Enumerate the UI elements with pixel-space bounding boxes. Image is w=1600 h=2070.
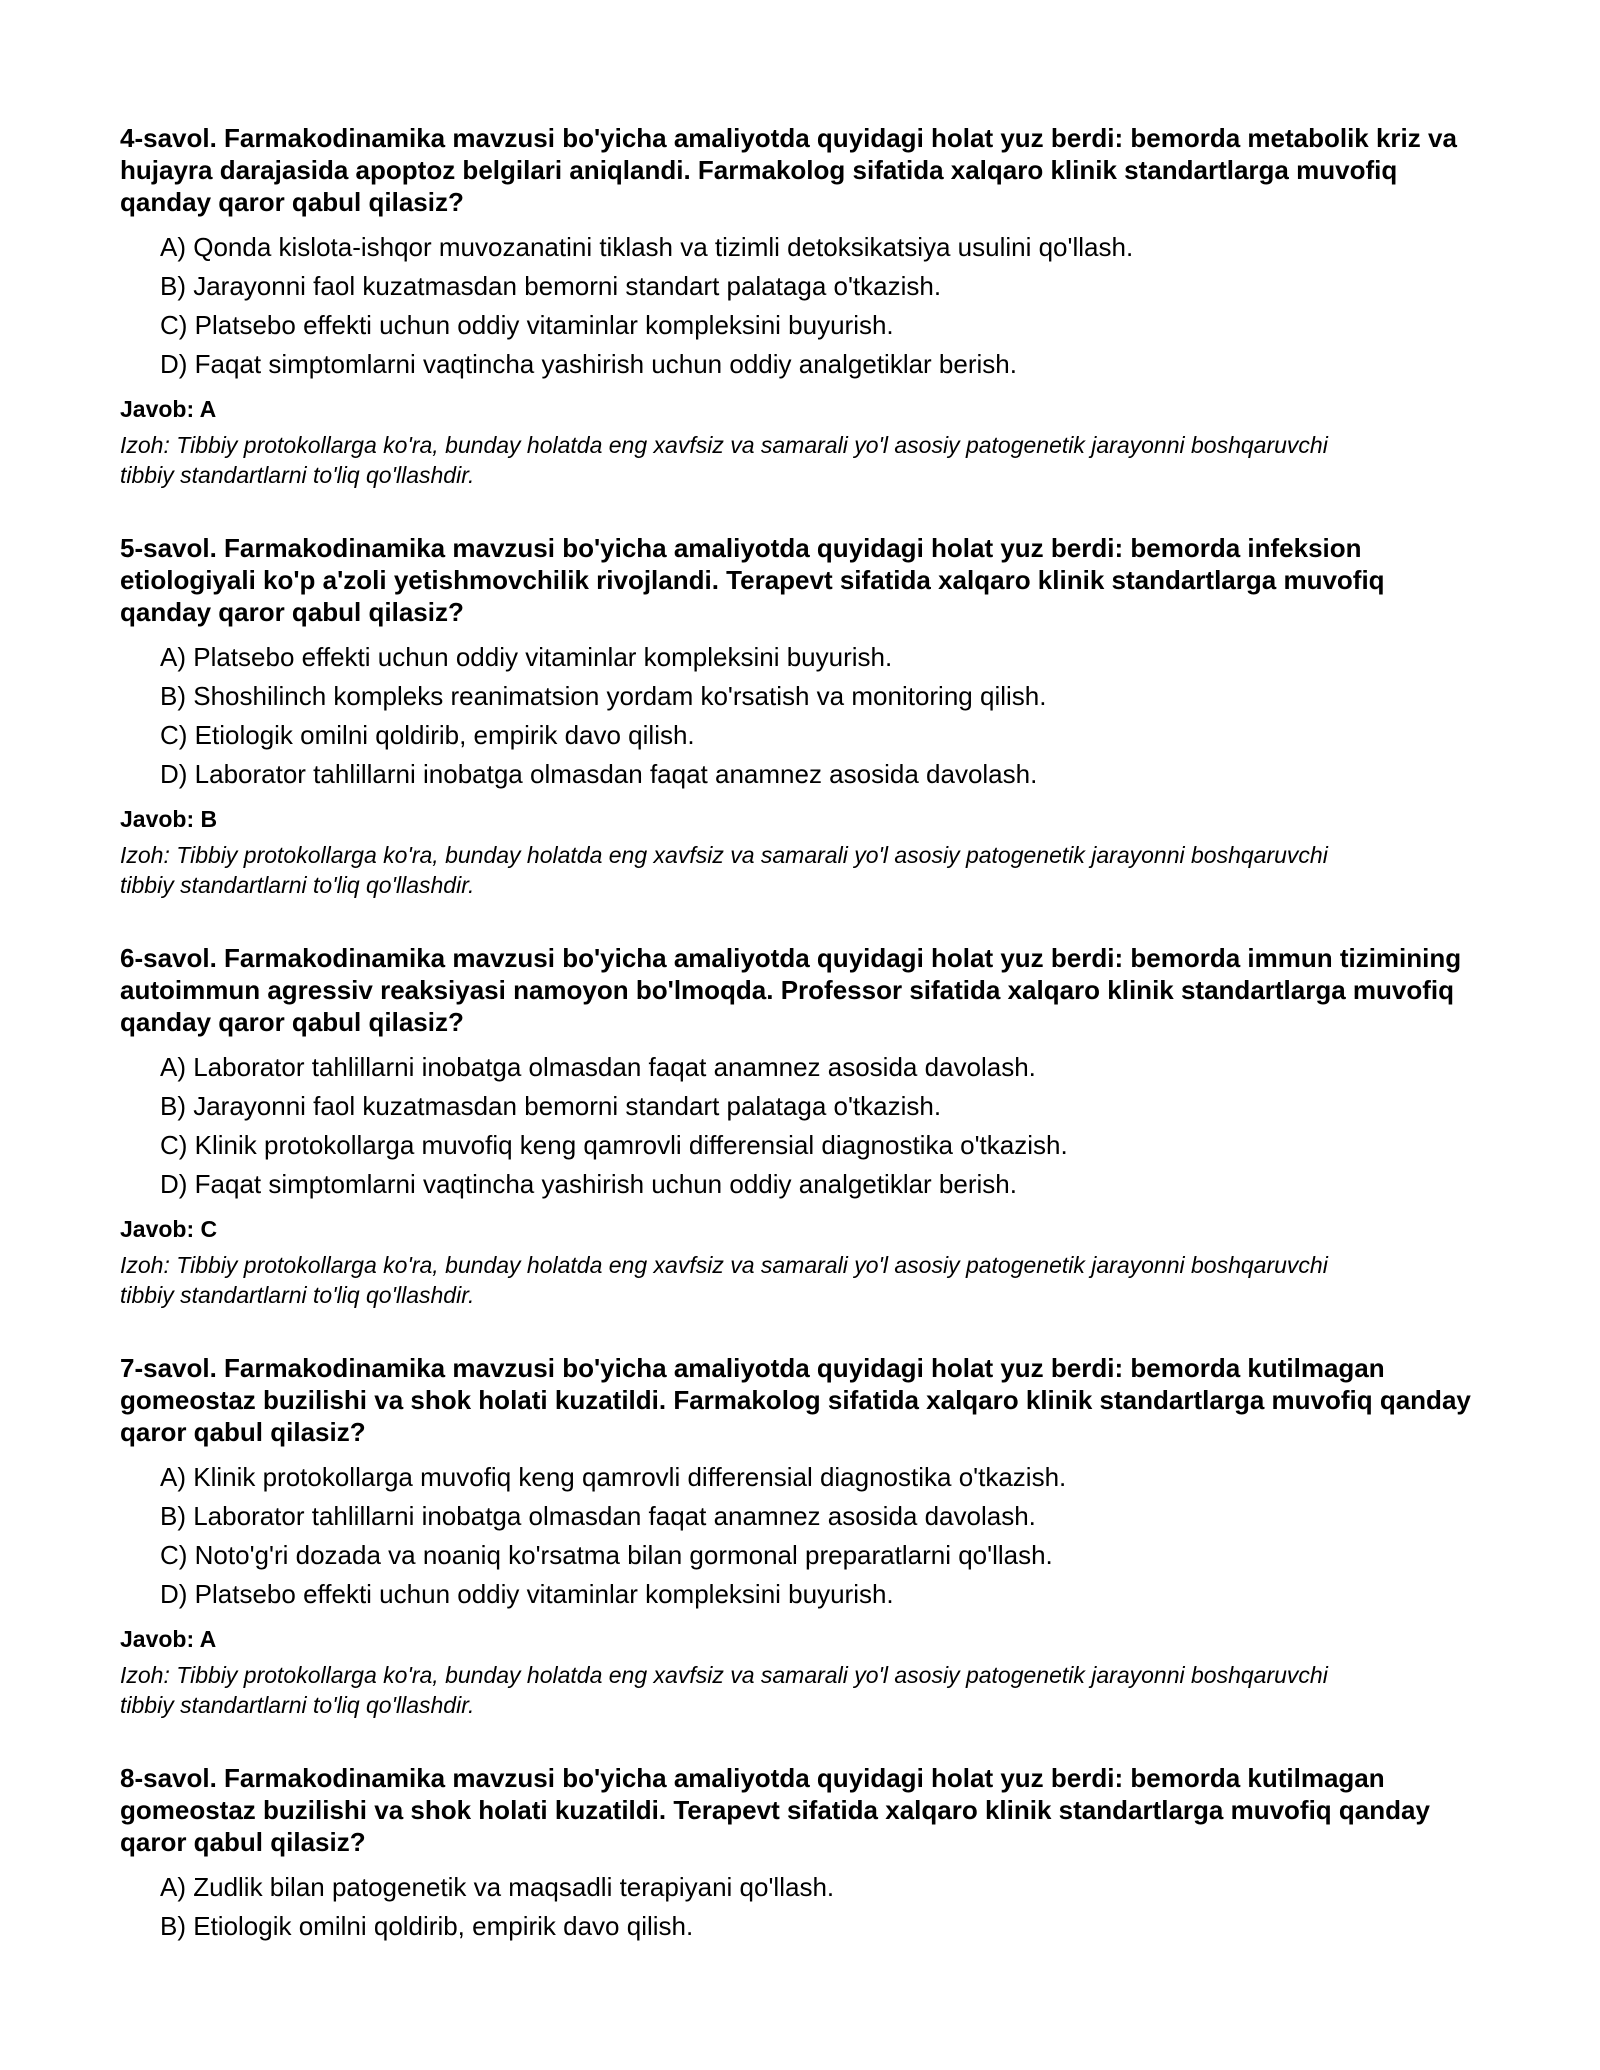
question-title: 8-savol. Farmakodinamika mavzusi bo'yicha amaliyotda quyidagi holat yuz berdi: bemorda kutilmagan gomeostaz buzilishi va shok holati kuzatildi. Terapevt sifatida xalqaro klinik standartlarga muvofiq qanday qaror qabul qilasiz? [120,1763,1430,1857]
option-c: C) Noto'g'ri dozada va noaniq ko'rsatma bilan gormonal preparatlarni qo'llash. [160,1540,1053,1570]
option-c: C) Klinik protokollarga muvofiq keng qamrovli differensial diagnostika o'tkazish. [160,1130,1068,1160]
option-b: B) Shoshilinch kompleks reanimatsion yordam ko'rsatish va monitoring qilish. [160,681,1047,711]
option-d: D) Faqat simptomlarni vaqtincha yashirish uchun oddiy analgetiklar berish. [160,349,1017,379]
options-list [120,638,1480,794]
answer-label: Javob: A [120,1626,217,1652]
option-b: B) Jarayonni faol kuzatmasdan bemorni standart palataga o'tkazish. [160,271,942,301]
explanation-text: Izoh: Tibbiy protokollarga ko'ra, bunday holatda eng xavfsiz va samarali yo'l asosiy patogenetik jarayonni boshqaruvchi tibbiy standartlarni to'liq qo'llashdir. [120,1252,1328,1308]
option-a: A) Klinik protokollarga muvofiq keng qamrovli differensial diagnostika o'tkazish. [160,1462,1067,1492]
question-title: 7-savol. Farmakodinamika mavzusi bo'yicha amaliyotda quyidagi holat yuz berdi: bemorda kutilmagan gomeostaz buzilishi va shok holati kuzatildi. Farmakolog sifatida xalqaro klinik standartlarga muvofiq qanday qaror qabul qilasiz? [120,1353,1471,1447]
question-8 [120,1762,1480,1946]
options-list [120,228,1480,384]
option-c: C) Platsebo effekti uchun oddiy vitaminlar kompleksini buyurish. [160,310,894,340]
question-5 [120,532,1480,900]
option-d: D) Laborator tahlillarni inobatga olmasdan faqat anamnez asosida davolash. [160,759,1038,789]
option-b: B) Jarayonni faol kuzatmasdan bemorni standart palataga o'tkazish. [160,1091,942,1121]
explanation-text: Izoh: Tibbiy protokollarga ko'ra, bunday holatda eng xavfsiz va samarali yo'l asosiy patogenetik jarayonni boshqaruvchi tibbiy standartlarni to'liq qo'llashdir. [120,432,1328,488]
explanation-text: Izoh: Tibbiy protokollarga ko'ra, bunday holatda eng xavfsiz va samarali yo'l asosiy patogenetik jarayonni boshqaruvchi tibbiy standartlarni to'liq qo'llashdir. [120,1662,1328,1718]
question-4 [120,122,1480,490]
answer-label: Javob: A [120,396,217,422]
option-a: A) Zudlik bilan patogenetik va maqsadli terapiyani qo'llash. [160,1872,835,1902]
question-title: 5-savol. Farmakodinamika mavzusi bo'yicha amaliyotda quyidagi holat yuz berdi: bemorda infeksion etiologiyali ko'p a'zoli yetishmovchilik rivojlandi. Terapevt sifatida xalqaro klinik standartlarga muvofiq qanday qaror qabul qilasiz? [120,533,1385,627]
options-list [120,1868,1480,1946]
options-list [120,1048,1480,1204]
question-7 [120,1352,1480,1720]
option-a: A) Platsebo effekti uchun oddiy vitaminlar kompleksini buyurish. [160,642,893,672]
option-d: D) Platsebo effekti uchun oddiy vitaminlar kompleksini buyurish. [160,1579,894,1609]
option-a: A) Laborator tahlillarni inobatga olmasdan faqat anamnez asosida davolash. [160,1052,1036,1082]
option-c: C) Etiologik omilni qoldirib, empirik davo qilish. [160,720,695,750]
question-6 [120,942,1480,1310]
question-title: 4-savol. Farmakodinamika mavzusi bo'yicha amaliyotda quyidagi holat yuz berdi: bemorda metabolik kriz va hujayra darajasida apoptoz belgilari aniqlandi. Farmakolog sifatida xalqaro klinik standartlarga muvofiq qanday qaror qabul qilasiz? [120,123,1457,217]
document-page [120,122,1480,1988]
question-title: 6-savol. Farmakodinamika mavzusi bo'yicha amaliyotda quyidagi holat yuz berdi: bemorda immun tizimining autoimmun agressiv reaksiyasi namoyon bo'lmoqda. Professor sifatida xalqaro klinik standartlarga muvofiq qanday qaror qabul qilasiz? [120,943,1462,1037]
option-b: B) Etiologik omilni qoldirib, empirik davo qilish. [160,1911,694,1941]
answer-label: Javob: C [120,1216,218,1242]
option-d: D) Faqat simptomlarni vaqtincha yashirish uchun oddiy analgetiklar berish. [160,1169,1017,1199]
answer-label: Javob: B [120,806,218,832]
options-list [120,1458,1480,1614]
option-a: A) Qonda kislota-ishqor muvozanatini tiklash va tizimli detoksikatsiya usulini qo'llash. [160,232,1134,262]
explanation-text: Izoh: Tibbiy protokollarga ko'ra, bunday holatda eng xavfsiz va samarali yo'l asosiy patogenetik jarayonni boshqaruvchi tibbiy standartlarni to'liq qo'llashdir. [120,842,1328,898]
option-b: B) Laborator tahlillarni inobatga olmasdan faqat anamnez asosida davolash. [160,1501,1036,1531]
